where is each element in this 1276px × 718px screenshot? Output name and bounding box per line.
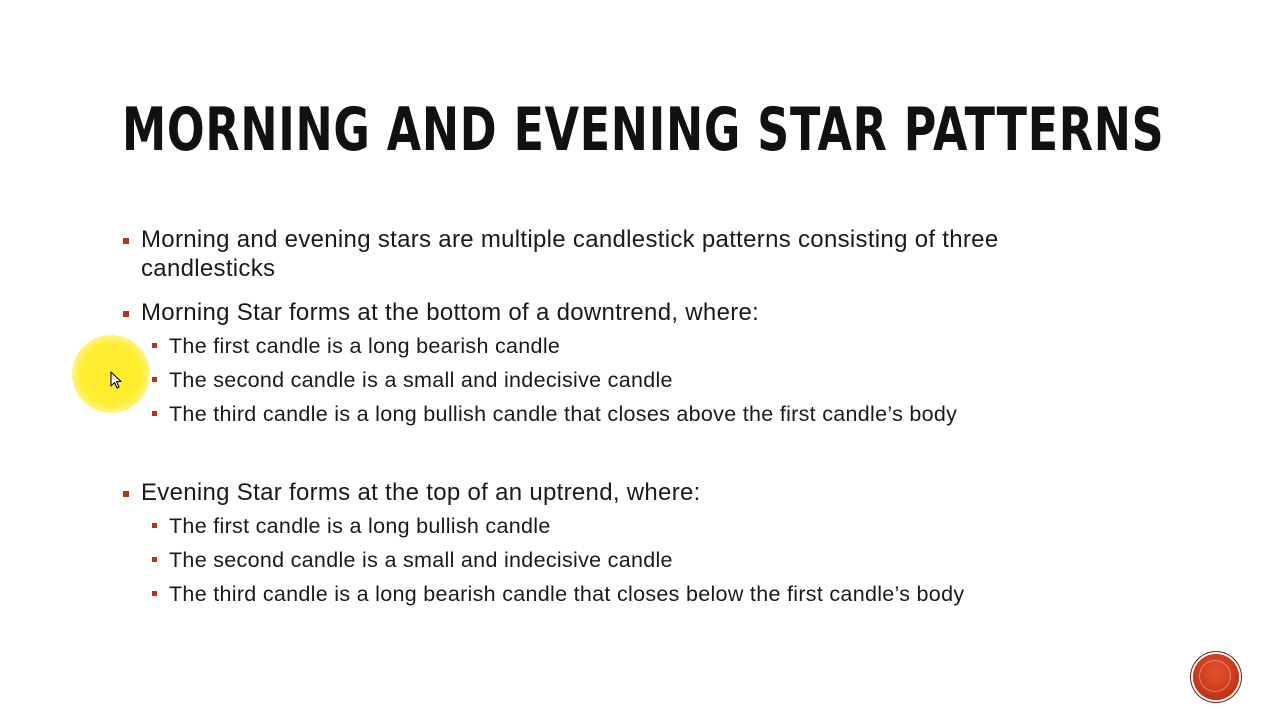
sub-bullet-marker <box>152 411 157 416</box>
mouse-pointer-icon <box>110 371 122 389</box>
intro-bullet: Morning and evening stars are multiple candlestick patterns consisting of three candlesticks <box>141 226 999 282</box>
morning-star-heading: Morning Star forms at the bottom of a downtrend, where: <box>141 299 760 326</box>
morning-point-2: The second candle is a small and indecisive candle <box>169 368 673 392</box>
sub-bullet-marker <box>152 377 157 382</box>
morning-point-1: The first candle is a long bearish candle <box>169 334 561 358</box>
bullet-marker <box>123 238 129 244</box>
morning-point-3: The third candle is a long bullish candle that closes above the first candle’s body <box>169 402 958 426</box>
sub-bullet-marker <box>152 591 157 596</box>
evening-star-heading: Evening Star forms at the top of an uptrend, where: <box>141 479 701 506</box>
slide-nav-button-icon[interactable] <box>1193 654 1239 700</box>
slide-title: MORNING AND EVENING STAR PATTERNS <box>122 95 1165 165</box>
bullet-marker <box>123 311 129 317</box>
sub-bullet-marker <box>152 343 157 348</box>
bullet-marker <box>123 491 129 497</box>
sub-bullet-marker <box>152 557 157 562</box>
evening-point-2: The second candle is a small and indecisive candle <box>169 548 673 572</box>
evening-point-1: The first candle is a long bullish candle <box>169 514 551 538</box>
evening-point-3: The third candle is a long bearish candle that closes below the first candle’s body <box>169 582 965 606</box>
sub-bullet-marker <box>152 523 157 528</box>
